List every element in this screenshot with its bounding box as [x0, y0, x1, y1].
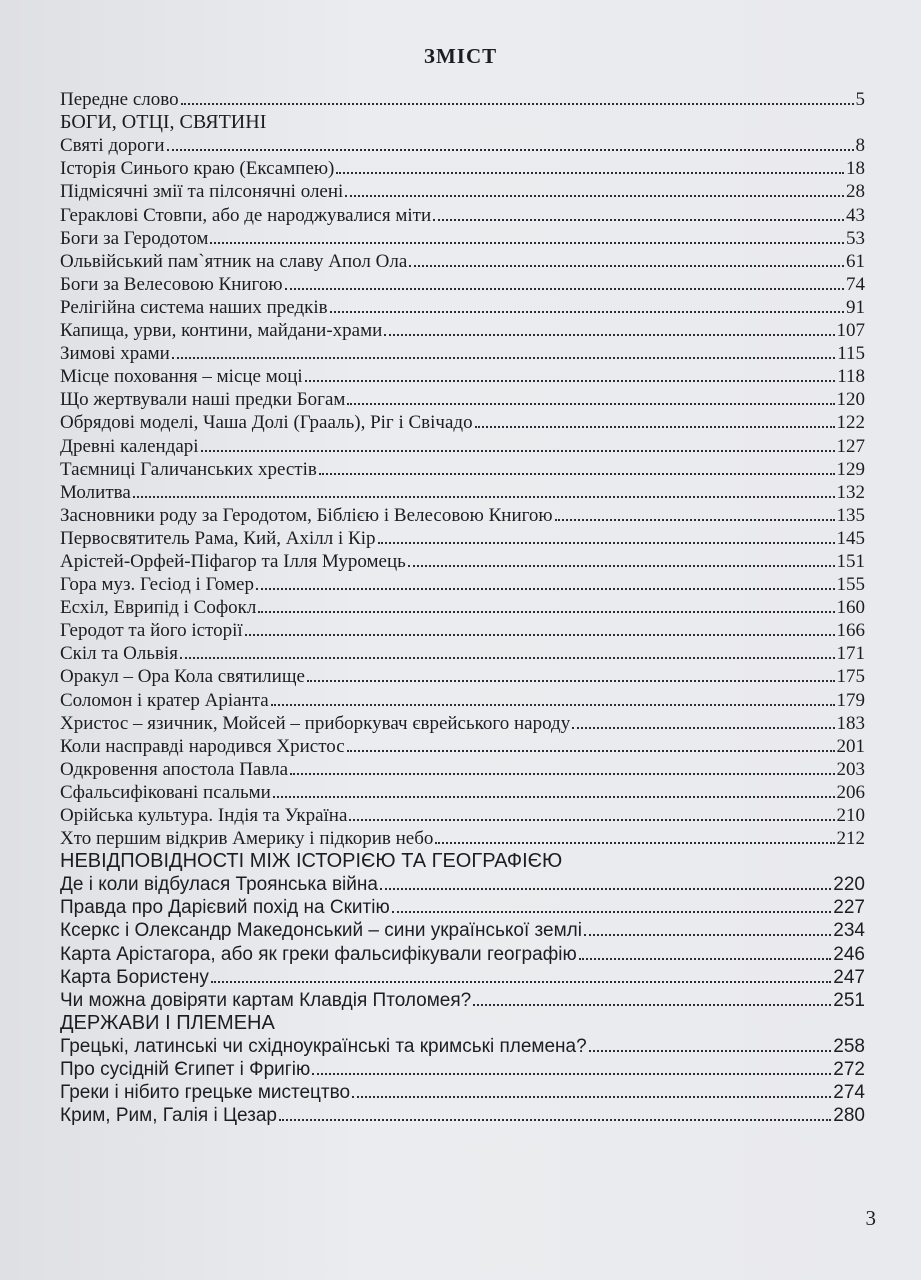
toc-entry-page: 210: [836, 805, 865, 826]
toc-entry-page: 61: [846, 250, 865, 272]
toc-entry: [60, 758, 865, 781]
toc-dot-leader: [579, 958, 832, 960]
toc-entry-page: 160: [836, 597, 865, 619]
toc-entry: [60, 688, 865, 711]
toc-entry: [60, 342, 865, 365]
page-title: ЗМІСТ: [423, 44, 498, 68]
toc-entry-page: 129: [836, 458, 865, 480]
toc-entry: [60, 458, 865, 481]
toc-entry-title: Оракул – Ора Кола святилище: [60, 666, 305, 688]
toc-dot-leader: [378, 542, 835, 544]
toc-dot-leader: [473, 1004, 831, 1006]
toc-entry: [60, 989, 865, 1012]
toc-entry: [60, 619, 865, 642]
toc-dot-leader: [409, 265, 844, 267]
toc-entry-title: Засновники роду за Геродотом, Біблією і Велесовою Книгою: [60, 504, 553, 526]
toc-dot-leader: [290, 773, 835, 775]
table-of-contents: [60, 88, 865, 1127]
toc-dot-leader: [475, 426, 835, 428]
toc-entry: [60, 319, 865, 342]
toc-entry: [60, 180, 865, 203]
toc-dot-leader: [172, 357, 835, 359]
toc-dot-leader: [181, 103, 854, 105]
toc-dot-leader: [555, 519, 835, 521]
toc-entry: [60, 712, 865, 735]
toc-dot-leader: [345, 195, 844, 197]
toc-entry-page: 127: [836, 435, 865, 457]
toc-entry-page: 234: [833, 920, 865, 942]
toc-entry-page: 274: [833, 1082, 865, 1104]
toc-entry-page: 115: [837, 343, 865, 365]
toc-entry: [60, 1035, 865, 1058]
toc-dot-leader: [305, 380, 835, 382]
toc-entry-title: Святі дороги: [60, 135, 165, 157]
page-number: 3: [865, 1206, 876, 1230]
toc-entry-page: 18: [846, 158, 865, 180]
toc-entry-page: 203: [836, 758, 865, 780]
toc-entry: [60, 504, 865, 527]
toc-entry-title: Карта Арістагора, або як греки фальсифікували географію: [60, 943, 577, 965]
toc-dot-leader: [307, 680, 835, 682]
toc-entry: [60, 203, 865, 226]
toc-entry-page: 201: [836, 735, 865, 757]
toc-entry-title: Крим, Рим, Галія і Цезар: [60, 1105, 277, 1127]
toc-dot-leader: [336, 172, 844, 174]
toc-entry-title: Боги за Геродотом: [60, 227, 209, 249]
toc-entry-page: 246: [833, 943, 865, 965]
toc-entry-page: 8: [855, 135, 865, 157]
toc-dot-leader: [273, 796, 835, 798]
toc-dot-leader: [180, 657, 835, 659]
toc-entry-page: 272: [833, 1059, 865, 1081]
toc-entry-title: Одкровення апостола Павла: [60, 758, 288, 780]
toc-dot-leader: [133, 496, 835, 498]
toc-entry-title: Чи можна довіряти картам Клавдія Птоломея?: [60, 989, 472, 1011]
toc-entry: [60, 481, 865, 504]
toc-entry-title: Що жертвували наші предки Богам: [60, 389, 346, 411]
toc-entry-title: Таємниці Галичанських хрестів: [60, 458, 317, 480]
toc-dot-leader: [384, 334, 834, 336]
toc-entry-title: Древні календарі: [60, 435, 199, 457]
toc-entry: [60, 596, 865, 619]
toc-entry: [60, 273, 865, 296]
toc-dot-leader: [201, 450, 835, 452]
toc-entry-page: 151: [836, 550, 865, 572]
toc-dot-leader: [352, 1096, 831, 1098]
toc-entry: [60, 250, 865, 273]
toc-entry: [60, 434, 865, 457]
toc-entry-page: 280: [833, 1105, 865, 1127]
toc-entry-title: Христос – язичник, Мойсей – приборкувач єврейського народу: [60, 712, 571, 734]
toc-entry: [60, 573, 865, 596]
toc-entry-title: Молитва: [60, 481, 131, 503]
toc-section-heading: БОГИ, ОТЦІ, СВЯТИНІ: [60, 111, 267, 134]
toc-entry-title: Греки і нібито грецьке мистецтво: [60, 1082, 351, 1104]
toc-entry-title: Релігійна система наших предків: [60, 296, 328, 318]
toc-entry-title: Грецькі, латинські чи східноукраїнські та кримські племена?: [60, 1035, 587, 1057]
toc-entry-page: 206: [836, 781, 865, 803]
toc-dot-leader: [256, 588, 835, 590]
toc-entry-title: Де і коли відбулася Троянська війна: [60, 874, 378, 896]
toc-entry: [60, 157, 865, 180]
toc-dot-leader: [349, 819, 834, 821]
toc-dot-leader: [271, 704, 835, 706]
toc-dot-leader: [167, 149, 854, 151]
toc-entry-page: 183: [836, 712, 865, 734]
toc-dot-leader: [210, 242, 844, 244]
toc-entry-title: Підмісячні змії та пілсонячні олені: [60, 181, 344, 203]
toc-entry-title: Первосвятитель Рама, Кий, Ахілл і Кір: [60, 527, 376, 549]
toc-entry-page: 107: [836, 320, 865, 342]
toc-entry: [60, 966, 865, 989]
toc-entry-page: 118: [837, 366, 865, 388]
toc-section-heading: НЕВІДПОВІДНОСТІ МІЖ ІСТОРІЄЮ ТА ГЕОГРАФІЄЮ: [60, 850, 563, 873]
toc-dot-leader: [319, 473, 835, 475]
toc-entry: [60, 942, 865, 965]
toc-entry-page: 5: [855, 89, 865, 111]
toc-entry: [60, 134, 865, 157]
toc-entry-page: 132: [836, 481, 865, 503]
toc-entry-page: 43: [846, 204, 865, 226]
toc-entry-title: Соломон і кратер Аріанта: [60, 689, 269, 711]
toc-dot-leader: [330, 311, 844, 313]
toc-entry-page: 251: [833, 989, 865, 1011]
toc-dot-leader: [245, 634, 835, 636]
toc-entry-page: 227: [833, 897, 865, 919]
toc-entry-title: Ольвійський пам`ятник на славу Апол Ола: [60, 250, 408, 272]
toc-dot-leader: [347, 403, 834, 405]
toc-entry: [60, 388, 865, 411]
toc-entry: [60, 227, 865, 250]
toc-entry-title: Карта Бористену: [60, 966, 209, 988]
toc-entry-page: 28: [846, 181, 865, 203]
toc-entry: [60, 411, 865, 434]
toc-entry-page: 212: [836, 828, 865, 850]
toc-entry-page: 53: [846, 227, 865, 249]
toc-entry-title: Історія Синього краю (Ексампею): [60, 158, 335, 180]
toc-dot-leader: [408, 565, 835, 567]
toc-entry: [60, 1081, 865, 1104]
toc-entry-page: 74: [846, 273, 865, 295]
toc-entry: [60, 735, 865, 758]
toc-dot-leader: [380, 888, 831, 890]
toc-dot-leader: [433, 219, 844, 221]
toc-entry-title: Хто першим відкрив Америку і підкорив небо: [60, 828, 434, 850]
toc-dot-leader: [584, 934, 831, 936]
toc-entry-page: 166: [836, 620, 865, 642]
toc-entry-page: 175: [836, 666, 865, 688]
toc-entry-title: Місце поховання – місце моці: [60, 366, 303, 388]
toc-dot-leader: [258, 611, 834, 613]
toc-entry: [60, 804, 865, 827]
toc-dot-leader: [279, 1119, 831, 1121]
toc-entry: [60, 296, 865, 319]
toc-entry: [60, 365, 865, 388]
toc-entry: [60, 896, 865, 919]
toc-entry-title: Сфальсифіковані псальми: [60, 781, 271, 803]
toc-dot-leader: [392, 911, 832, 913]
toc-entry-page: 135: [836, 504, 865, 526]
toc-entry: [60, 88, 865, 111]
toc-dot-leader: [312, 1073, 831, 1075]
toc-entry-title: Арістей-Орфей-Піфагор та Ілля Муромець: [60, 550, 406, 572]
toc-entry: [60, 919, 865, 942]
toc-entry: [60, 527, 865, 550]
toc-entry-page: 122: [836, 412, 865, 434]
toc-entry-title: Геродот та його історії: [60, 620, 243, 642]
toc-dot-leader: [347, 750, 835, 752]
toc-entry: [60, 642, 865, 665]
toc-dot-leader: [589, 1050, 832, 1052]
toc-dot-leader: [211, 981, 831, 983]
toc-entry: [60, 1104, 865, 1127]
toc-entry-title: Правда про Дарієвий похід на Скитію: [60, 897, 390, 919]
toc-entry-title: Передне слово: [60, 89, 179, 111]
toc-entry-page: 179: [836, 689, 865, 711]
toc-entry-page: 145: [836, 527, 865, 549]
toc-entry: [60, 781, 865, 804]
toc-entry: [60, 1058, 865, 1081]
toc-entry: [60, 827, 865, 850]
toc-entry-page: 155: [836, 574, 865, 596]
toc-entry-page: 171: [836, 643, 865, 665]
toc-entry-page: 120: [836, 389, 865, 411]
toc-entry-title: Зимові храми: [60, 343, 170, 365]
toc-dot-leader: [572, 727, 834, 729]
toc-entry: [60, 550, 865, 573]
toc-entry-title: Капища, урви, контини, майдани-храми: [60, 320, 383, 342]
toc-entry-page: 91: [846, 296, 865, 318]
toc-entry-title: Гераклові Стовпи, або де народжувалися міти: [60, 204, 432, 226]
toc-entry-title: Обрядові моделі, Чаша Долі (Грааль), Ріг і Свічадо: [60, 412, 473, 434]
toc-section-heading: ДЕРЖАВИ І ПЛЕМЕНА: [60, 1011, 275, 1034]
toc-entry: [60, 873, 865, 896]
toc-entry-page: 258: [833, 1035, 865, 1057]
toc-entry-title: Гора муз. Гесіод і Гомер: [60, 574, 254, 596]
toc-dot-leader: [435, 842, 834, 844]
toc-entry-title: Скіл та Ольвія: [60, 643, 178, 665]
toc-entry-title: Орійська культура. Індія та Україна: [60, 805, 348, 826]
toc-entry-title: Ксеркс і Олександр Македонський – сини української землі: [60, 920, 582, 942]
toc-entry-title: Коли насправді народився Христос: [60, 735, 345, 757]
toc-entry-title: Боги за Велесовою Книгою: [60, 273, 283, 295]
toc-dot-leader: [285, 288, 844, 290]
toc-entry-page: 220: [833, 874, 865, 896]
toc-entry: [60, 665, 865, 688]
toc-entry-title: Есхіл, Еврипід і Софокл: [60, 597, 257, 619]
toc-entry-title: Про сусідній Єгипет і Фригію: [60, 1059, 311, 1081]
toc-entry-page: 247: [833, 966, 865, 988]
